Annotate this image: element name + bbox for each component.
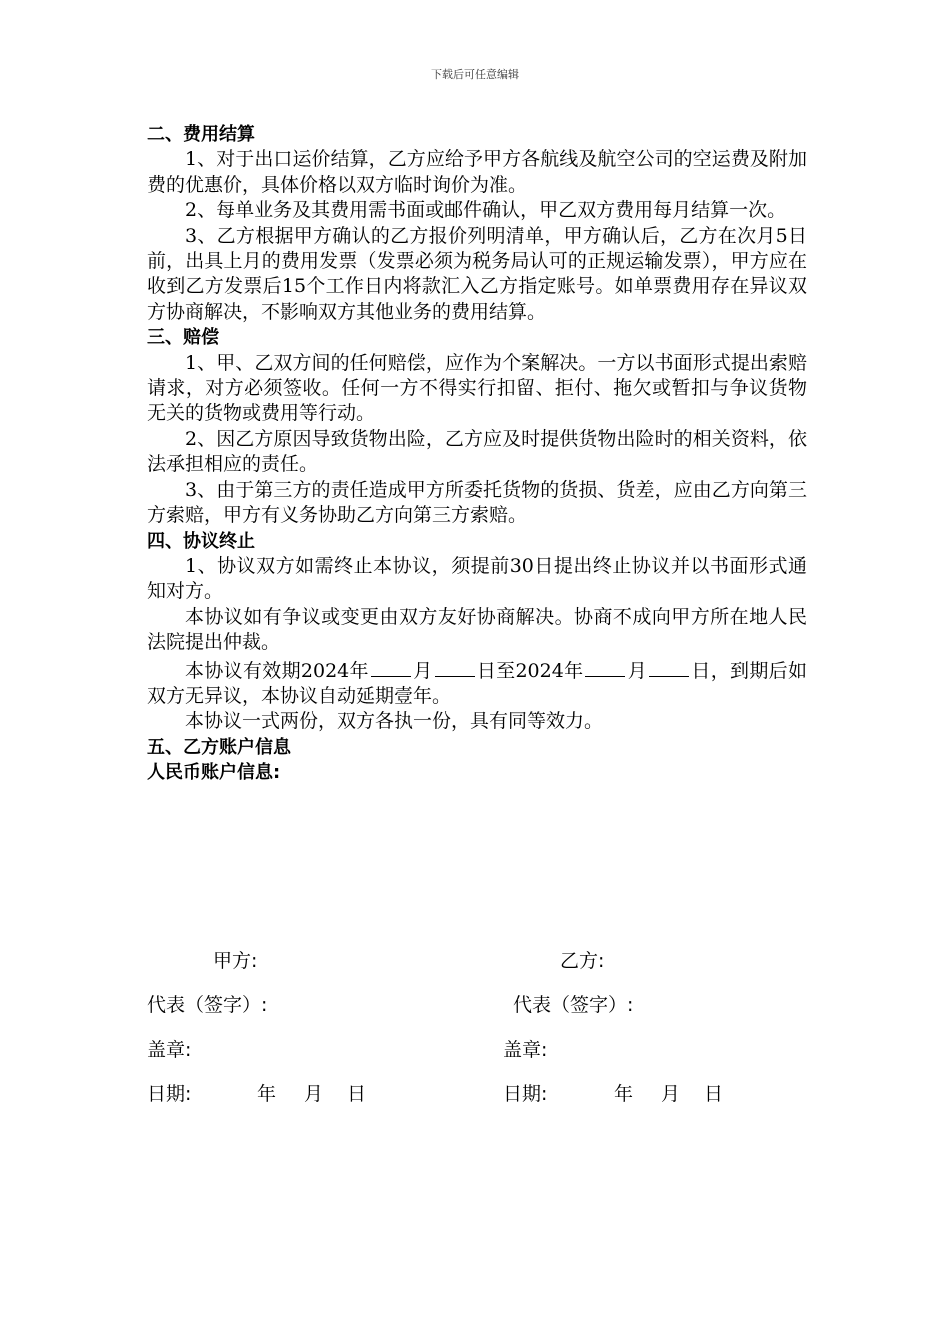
section-compensation-title: 三、赔偿 [147,327,219,349]
party-b-label: 乙方: [560,950,605,972]
date-b-label: 日期: [503,1083,548,1105]
party-a-label: 甲方: [213,950,258,972]
blank-end-month [585,656,625,677]
date-a-label: 日期: [147,1083,192,1105]
termination-clause-copies: 本协议一式两份，双方各执一份，具有同等效力。 [185,710,604,733]
validity-part-c: 日至2024年 [476,659,584,682]
rep-b-label: 代表（签字）: [513,994,634,1016]
termination-clause-2: 本协议如有争议或变更由双方友好协商解决。协商不成向甲方所在地人民法院提出仲裁。 [147,605,807,654]
validity-part-b: 月 [412,659,433,682]
date-a-year: 年 [257,1083,277,1105]
date-b-year: 年 [614,1083,634,1105]
validity-part-a: 本协议有效期2024年 [185,659,369,682]
compensation-clause-2: 2、因乙方原因导致货物出险，乙方应及时提供货物出险时的相关资料，依法承担相应的责任。 [147,427,807,476]
account-subtitle: 人民币账户信息: [147,762,281,784]
date-a-month: 月 [304,1083,324,1105]
date-b-day: 日 [704,1083,724,1105]
blank-start-day [435,656,475,677]
seal-a-label: 盖章: [147,1039,192,1061]
blank-start-month [371,656,411,677]
date-a-day: 日 [347,1083,367,1105]
section-termination-title: 四、协议终止 [147,530,255,552]
fee-clause-2: 2、每单业务及其费用需书面或邮件确认，甲乙双方费用每月结算一次。 [185,199,787,222]
blank-end-day [649,656,689,677]
validity-part-e: 日，到期后如双方无异议，本协议自动延期壹年。 [147,659,807,707]
validity-part-d: 月 [627,659,648,682]
compensation-clause-3: 3、由于第三方的责任造成甲方所委托货物的货损、货差，应由乙方向第三方索赔，甲方有义务协助乙方向第三方索赔。 [147,478,807,527]
termination-clause-1: 1、协议双方如需终止本协议，须提前30日提出终止协议并以书面形式通知对方。 [147,554,807,603]
seal-b-label: 盖章: [503,1039,548,1061]
page-header: 下载后可任意编辑 [431,68,519,81]
fee-clause-3: 3、乙方根据甲方确认的乙方报价列明清单，甲方确认后，乙方在次月5日前，出具上月的费用发票（发票必须为税务局认可的正规运输发票），甲方应在收到乙方发票后15个工作日内将款汇入乙方指定账号。如单票费用存在异议双方协商解决，不影响双方其他业务的费用结算。 [147,224,807,323]
document-body [147,122,807,786]
fee-clause-1: 1、对于出口运价结算，乙方应给予甲方各航线及航空公司的空运费及附加费的优惠价，具体价格以双方临时询价为准。 [147,148,807,196]
compensation-clause-1: 1、甲、乙双方间的任何赔偿，应作为个案解决。一方以书面形式提出索赔请求，对方必须签收。任何一方不得实行扣留、拒付、拖欠或暂扣与争议货物无关的货物或费用等行动。 [147,351,807,425]
section-account-title: 五、乙方账户信息 [147,736,291,758]
date-b-month: 月 [661,1083,681,1105]
section-fee-title: 二、费用结算 [147,124,255,145]
termination-clause-validity [147,656,807,710]
rep-a-label: 代表（签字）: [147,994,268,1016]
